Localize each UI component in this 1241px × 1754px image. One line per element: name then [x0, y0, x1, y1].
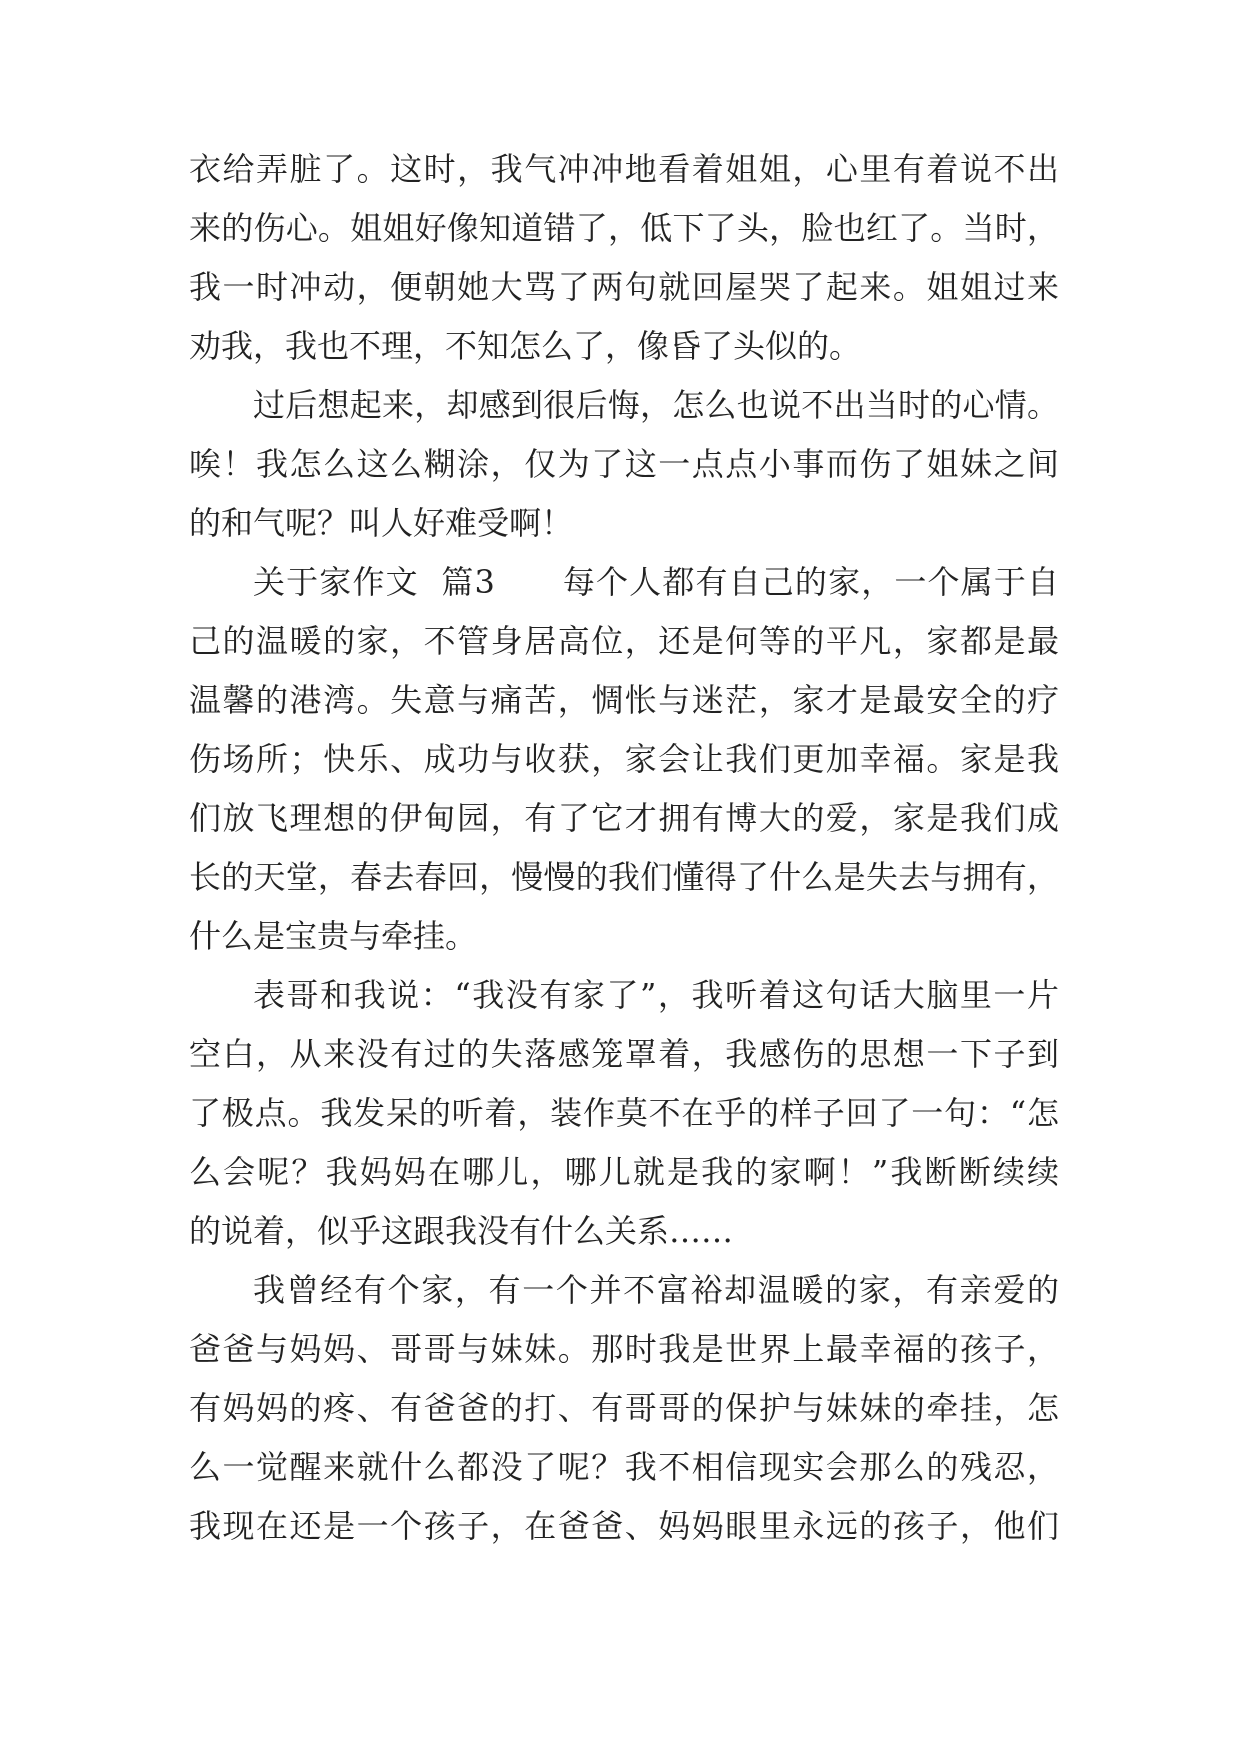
text-line: 唉！我怎么这么糊涂，仅为了这一点点小事而伤了姐妹之间 [189, 445, 1059, 483]
text-line: 劝我，我也不理，不知怎么了，像昏了头似的。 [189, 327, 862, 365]
text-line: 的说着，似乎这跟我没有什么关系…… [189, 1212, 734, 1250]
text-line: 么一觉醒来就什么都没了呢？我不相信现实会那么的残忍， [189, 1448, 1059, 1486]
text-line: 伤场所；快乐、成功与收获，家会让我们更加幸福。家是我 [189, 740, 1059, 778]
text-line: 么会呢？我妈妈在哪儿，哪儿就是我的家啊！”我断断续续 [189, 1153, 1059, 1191]
text-line: 的和气呢？叫人好难受啊！ [189, 504, 574, 542]
paragraph-start-line: 过后想起来，却感到很后悔，怎么也说不出当时的心情。 [253, 386, 1059, 424]
text-line: 温馨的港湾。失意与痛苦，惆怅与迷茫，家才是最安全的疗 [189, 681, 1059, 719]
text-line: 空白，从来没有过的失落感笼罩着，我感伤的思想一下子到 [189, 1035, 1059, 1073]
text-line: 我一时冲动，便朝她大骂了两句就回屋哭了起来。姐姐过来 [189, 268, 1059, 306]
essay-body [189, 140, 1059, 1556]
text-line: 什么是宝贵与牵挂。 [189, 917, 478, 955]
text-line: 有妈妈的疼、有爸爸的打、有哥哥的保护与妹妹的牵挂，怎 [189, 1389, 1059, 1427]
text-line: 衣给弄脏了。这时，我气冲冲地看着姐姐，心里有着说不出 [189, 150, 1059, 188]
text-line: 来的伤心。姐姐好像知道错了，低下了头，脸也红了。当时， [189, 209, 1059, 247]
paragraph-start-line: 表哥和我说：“我没有家了”，我听着这句话大脑里一片 [253, 976, 1059, 1014]
text-line: 们放飞理想的伊甸园，有了它才拥有博大的爱，家是我们成 [189, 799, 1059, 837]
text-line: 己的温暖的家，不管身居高位，还是何等的平凡，家都是最 [189, 622, 1059, 660]
text-line: 长的天堂，春去春回，慢慢的我们懂得了什么是失去与拥有， [189, 858, 1059, 896]
text-line: 我现在还是一个孩子，在爸爸、妈妈眼里永远的孩子，他们 [189, 1507, 1059, 1545]
text-line: 爸爸与妈妈、哥哥与妹妹。那时我是世界上最幸福的孩子， [189, 1330, 1059, 1368]
section-heading-line: 关于家作文 篇3 每个人都有自己的家，一个属于自 [253, 563, 1059, 601]
text-line: 了极点。我发呆的听着，装作莫不在乎的样子回了一句：“怎 [189, 1094, 1059, 1132]
paragraph-start-line: 我曾经有个家，有一个并不富裕却温暖的家，有亲爱的 [253, 1271, 1059, 1309]
